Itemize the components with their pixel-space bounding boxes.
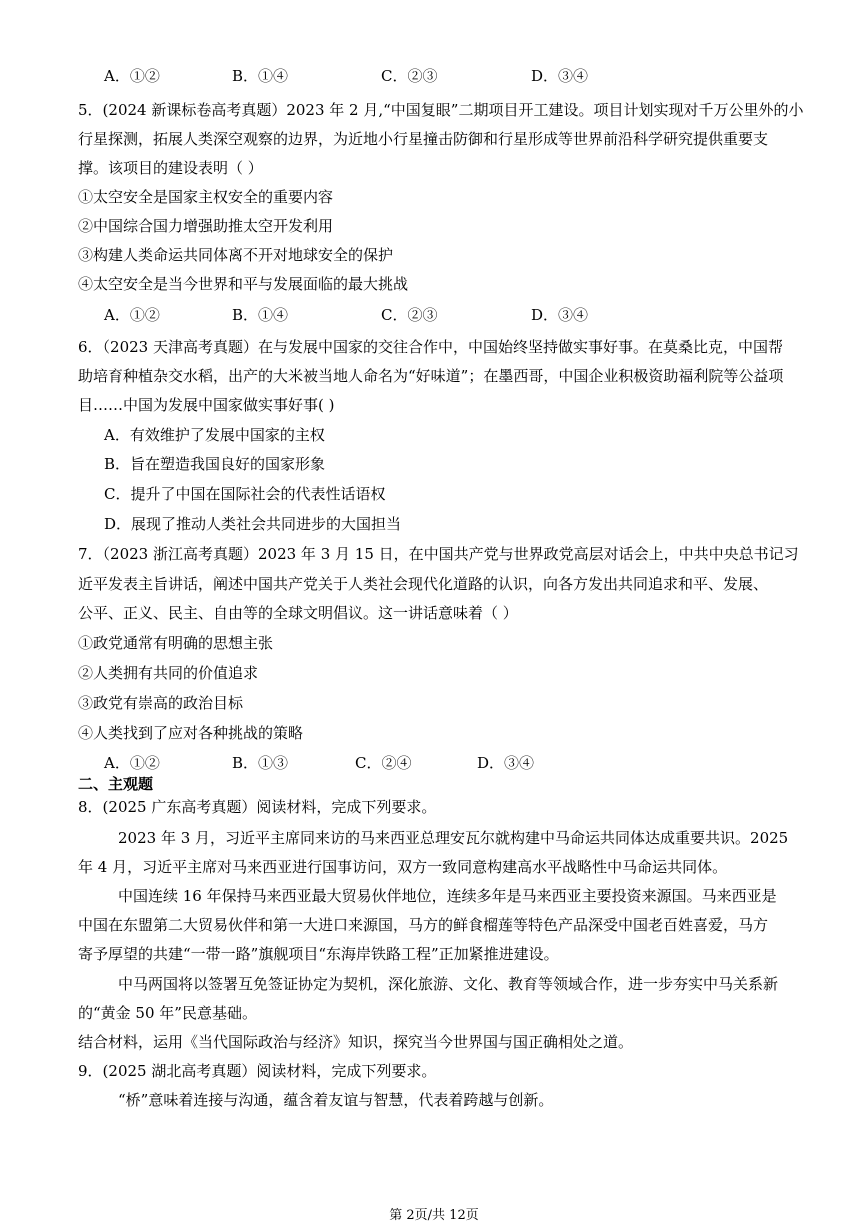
q5-stem-line-3: 撑。该项目的建设表明（ ） [78, 159, 263, 177]
q9-head: 9．(2025 湖北高考真题）阅读材料，完成下列要求。 [78, 1062, 437, 1080]
q5-item-2: ②中国综合国力增强助推太空开发利用 [78, 217, 334, 235]
q5-item-4: ④太空安全是当今世界和平与发展面临的最大挑战 [78, 275, 409, 293]
q6-option-c: C．提升了中国在国际社会的代表性话语权 [104, 485, 386, 503]
q7-options [104, 753, 804, 773]
q6-stem-line-3: 目……中国为发展中国家做实事好事( ) [78, 396, 335, 414]
q7-item-1: ①政党通常有明确的思想主张 [78, 634, 274, 652]
q5-option-c: C．②③ [381, 306, 438, 324]
q5-option-d: D．③④ [531, 306, 589, 324]
q8-material-line-6: 中马两国将以签署互免签证协定为契机，深化旅游、文化、教育等领域合作，进一步夯实中马关系新 [118, 975, 779, 993]
q7-option-a: A．①② [104, 754, 160, 772]
q8-material-line-3: 中国连续 16 年保持马来西亚最大贸易伙伴地位，连续多年是马来西亚主要投资来源国。马来西亚是 [118, 887, 777, 905]
q5-item-3: ③构建人类命运共同体离不开对地球安全的保护 [78, 246, 394, 264]
q6-option-b: B．旨在塑造我国良好的国家形象 [104, 455, 326, 473]
q8-material-line-5: 寄予厚望的共建“一带一路”旗舰项目“东海岸铁路工程”正加紧推进建设。 [78, 945, 559, 963]
q6-option-d: D．展现了推动人类社会共同进步的大国担当 [104, 515, 402, 533]
q9-material-line-1: “桥”意味着连接与沟通，蕴含着友谊与智慧，代表着跨越与创新。 [118, 1091, 554, 1109]
q8-material-line-7: 的“黄金 50 年”民意基础。 [78, 1004, 257, 1022]
q5-stem-line-2: 行星探测，拓展人类深空观察的边界，为近地小行星撞击防御和行星形成等世界前沿科学研究提供重要支 [78, 130, 769, 148]
q5-stem-line-1: 5．(2024 新课标卷高考真题）2023 年 2 月,“中国复眼”二期项目开工建设。项目计划实现对千万公里外的小 [78, 101, 804, 119]
q8-task: 结合材料，运用《当代国际政治与经济》知识，探究当今世界国与国正确相处之道。 [78, 1033, 634, 1051]
q5-options [104, 305, 804, 325]
section-title: 二、主观题 [78, 775, 154, 793]
option-b: B．①④ [232, 67, 289, 85]
q5-option-a: A．①② [104, 306, 160, 324]
q7-stem-line-1: 7．（2023 浙江高考真题）2023 年 3 月 15 日，在中国共产党与世界政党高层对话会上，中共中央总书记习 [78, 545, 799, 563]
q7-option-b: B．①③ [232, 754, 289, 772]
q5-option-b: B．①④ [232, 306, 289, 324]
q8-material-line-4: 中国在东盟第二大贸易伙伴和第一大进口来源国，马方的鲜食榴莲等特色产品深受中国老百姓喜爱，马方 [78, 916, 769, 934]
option-d: D．③④ [531, 67, 589, 85]
page-footer: 第 2页/共 12页 [389, 1208, 479, 1223]
q7-option-c: C．②④ [355, 754, 412, 772]
q7-item-2: ②人类拥有共同的价值追求 [78, 664, 259, 682]
options-row-prev [104, 66, 804, 86]
q7-stem-line-2: 近平发表主旨讲话，阐述中国共产党关于人类社会现代化道路的认识，向各方发出共同追求和平、发展、 [78, 575, 769, 593]
q7-item-4: ④人类找到了应对各种挑战的策略 [78, 724, 304, 742]
q6-stem-line-2: 助培育种植杂交水稻，出产的大米被当地人命名为“好味道”；在墨西哥，中国企业积极资助福利院等公益项 [78, 367, 784, 385]
q7-option-d: D．③④ [477, 754, 535, 772]
q7-item-3: ③政党有崇高的政治目标 [78, 694, 244, 712]
q8-material-line-2: 年 4 月，习近平主席对马来西亚进行国事访问，双方一致同意构建高水平战略性中马命运共同体。 [78, 858, 728, 876]
q8-material-line-1: 2023 年 3 月，习近平主席同来访的马来西亚总理安瓦尔就构建中马命运共同体达成重要共识。2025 [118, 829, 789, 847]
q7-stem-line-3: 公平、正义、民主、自由等的全球文明倡议。这一讲话意味着（ ） [78, 604, 518, 622]
q5-item-1: ①太空安全是国家主权安全的重要内容 [78, 188, 334, 206]
option-a: A．①② [104, 67, 160, 85]
q6-option-a: A．有效维护了发展中国家的主权 [104, 426, 325, 444]
q6-stem-line-1: 6．（2023 天津高考真题）在与发展中国家的交往合作中，中国始终坚持做实事好事。在莫桑比克，中国帮 [78, 338, 783, 356]
q8-head: 8．(2025 广东高考真题）阅读材料，完成下列要求。 [78, 798, 437, 816]
option-c: C．②③ [381, 67, 438, 85]
